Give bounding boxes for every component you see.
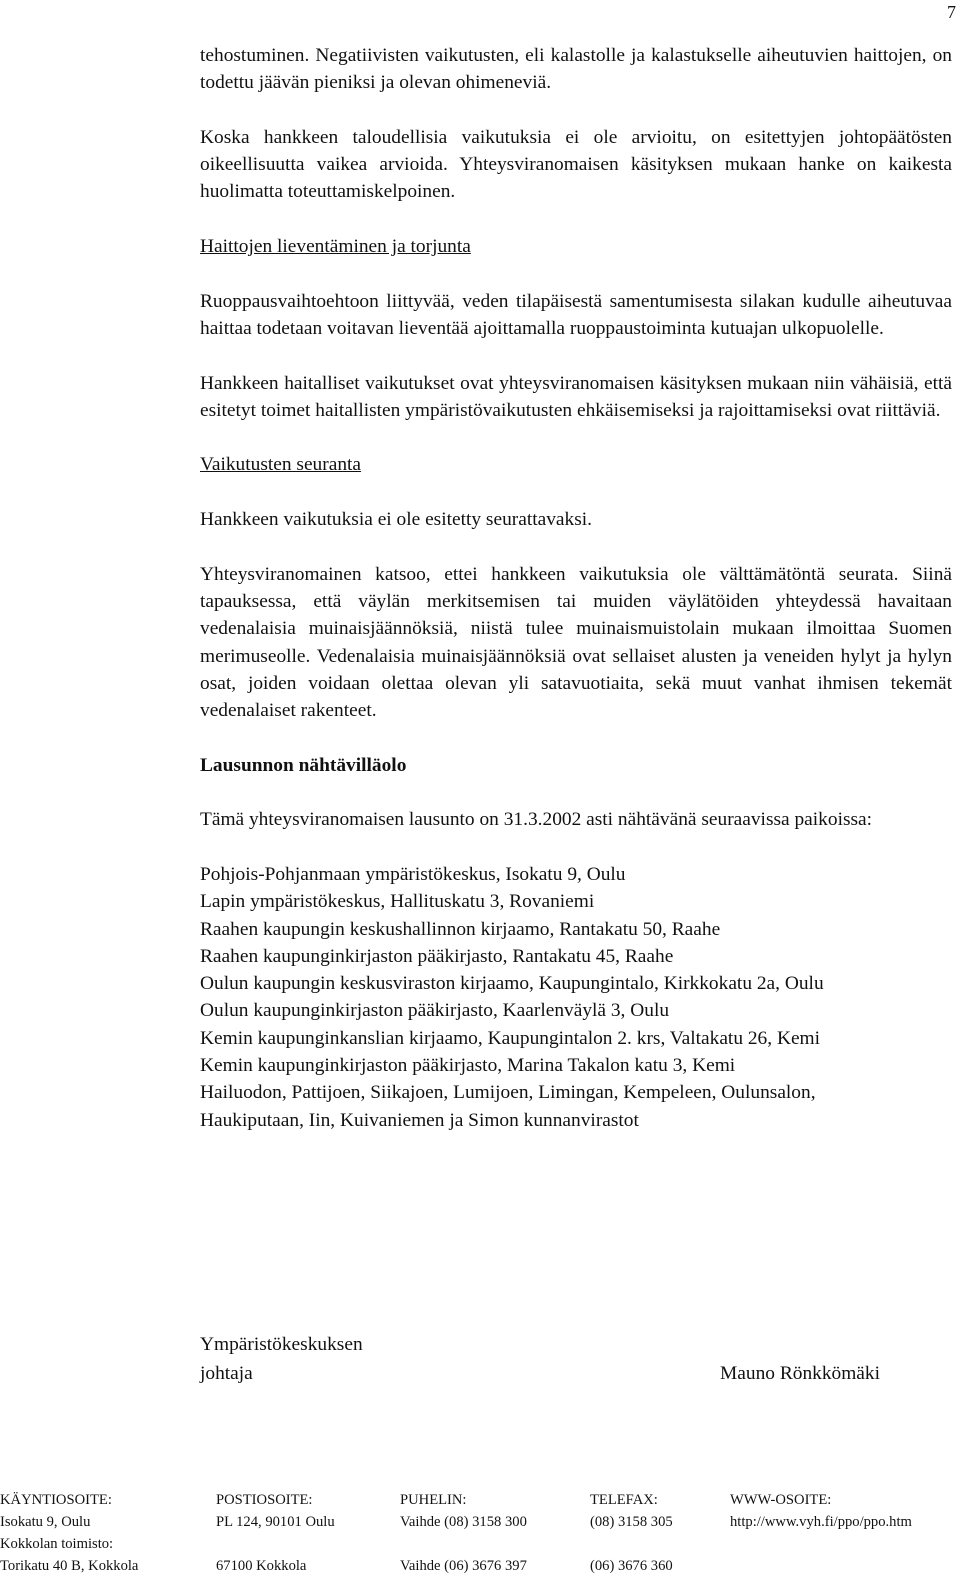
footer-label-fax: TELEFAX:	[590, 1492, 658, 1508]
signature-block	[200, 1330, 880, 1388]
location-item: Kemin kaupunginkirjaston pääkirjasto, Marina Takalon katu 3, Kemi	[200, 1054, 736, 1076]
footer-kokkola-heading-row	[0, 1533, 960, 1555]
signature-name: Mauno Rönkkömäki	[720, 1363, 880, 1384]
footer-kokkola-phone: Vaihde (06) 3676 397	[400, 1558, 527, 1574]
footer-kokkola-visit-address: Torikatu 40 B, Kokkola	[0, 1558, 139, 1574]
location-item: Lapin ympäristökeskus, Hallituskatu 3, Rovaniemi	[200, 891, 595, 913]
paragraph-no-monitoring: Hankkeen vaikutuksia ei ole esitetty seurattavaksi.	[200, 509, 592, 531]
location-item: Hailuodon, Pattijoen, Siikajoen, Lumijoen, Limingan, Kempeleen, Oulunsalon,	[200, 1082, 816, 1104]
signature-title-line1: Ympäristökeskuksen	[200, 1334, 363, 1355]
locations-list	[200, 861, 952, 1134]
footer-fax: (08) 3158 305	[590, 1514, 673, 1530]
location-item: Raahen kaupunginkirjaston pääkirjasto, Rantakatu 45, Raahe	[200, 945, 674, 967]
footer-kokkola-postal-address: 67100 Kokkola	[216, 1558, 307, 1574]
page-number: 7	[947, 2, 956, 22]
footer-kokkola-office-label: Kokkolan toimisto:	[0, 1536, 114, 1552]
footer-header-row	[0, 1489, 960, 1511]
footer-label-www: WWW-OSOITE:	[730, 1492, 832, 1508]
paragraph-availability: Tämä yhteysviranomaisen lausunto on 31.3.2002 asti nähtävänä seuraavissa paikoissa:	[200, 809, 873, 831]
footer-label-visit-address: KÄYNTIOSOITE:	[0, 1492, 112, 1508]
location-item: Raahen kaupungin keskushallinnon kirjaamo, Rantakatu 50, Raahe	[200, 918, 721, 940]
signature-title-line2: johtaja	[200, 1363, 253, 1384]
location-item: Haukiputaan, Iin, Kuivaniemen ja Simon kunnanvirastot	[200, 1109, 639, 1131]
footer-kokkola-fax: (06) 3676 360	[590, 1558, 673, 1574]
footer-website-link[interactable]: http://www.vyh.fi/ppo/ppo.htm	[730, 1514, 912, 1530]
paragraph-antiquities: Yhteysviranomainen katsoo, ettei hankkeen vaikutuksia ole välttämätöntä seurata. Siinä tapauksessa, että väylän merkitsemisen tai muiden väylätöiden yhteydessä havaitaan vedenalaisia muinaisjäännöksiä, niistä tulee muinaismuistolain mukaan ilmoittaa Suomen merimuseolle. Vedenalaisia muinaisjäännöksiä ovat sellaiset alusten ja veneiden hylyt ja hylyn osat, joiden voidaan olettaa olevan yli satavuotiaita, sekä muut vanhat ihmisen tekemät vedenalaiset rakenteet.	[200, 563, 952, 722]
footer-oulu-row	[0, 1511, 960, 1533]
footer-kokkola-row	[0, 1555, 960, 1577]
paragraph-dredging: Ruoppausvaihtoehtoon liittyvää, veden tilapäisestä samentumisesta silakan kudulle aiheutuvaa haittaa todetaan voitavan lieventää ajoittamalla ruoppaustoiminta kutuajan ulkopuolelle.	[200, 290, 952, 339]
footer-contact-info	[0, 1489, 960, 1577]
location-item: Oulun kaupunginkirjaston pääkirjasto, Kaarlenväylä 3, Oulu	[200, 1000, 670, 1022]
footer-postal-address: PL 124, 90101 Oulu	[216, 1514, 335, 1530]
footer-visit-address: Isokatu 9, Oulu	[0, 1514, 91, 1530]
footer-label-phone: PUHELIN:	[400, 1492, 467, 1508]
paragraph-harmful-effects: Hankkeen haitalliset vaikutukset ovat yhteysviranomaisen käsityksen mukaan niin vähäisiä, että esitetyt toimet haitallisten ympäristövaikutusten ehkäisemiseksi ja rajoittamiseksi ovat riittäviä.	[200, 372, 952, 421]
heading-mitigation: Haittojen lieventäminen ja torjunta	[200, 236, 471, 258]
footer-phone: Vaihde (08) 3158 300	[400, 1514, 527, 1530]
paragraph-consequences: tehostuminen. Negatiivisten vaikutusten, eli kalastolle ja kalastukselle aiheutuvien haittojen, on todettu jäävän pieniksi ja olevan ohimeneviä.	[200, 45, 952, 94]
location-item: Pohjois-Pohjanmaan ympäristökeskus, Isokatu 9, Oulu	[200, 863, 626, 885]
location-item: Kemin kaupunginkanslian kirjaamo, Kaupungintalon 2. krs, Valtakatu 26, Kemi	[200, 1027, 821, 1049]
document-body	[200, 42, 952, 1134]
paragraph-economic-effects: Koska hankkeen taloudellisia vaikutuksia ei ole arvioitu, on esitettyjen johtopäätösten oikeellisuutta vaikea arvioida. Yhteysviranomaisen käsityksen mukaan hanke on kaikesta huolimatta toteuttamiskelpoinen.	[200, 126, 952, 203]
heading-availability: Lausunnon nähtävilläolo	[200, 754, 407, 776]
location-item: Oulun kaupungin keskusviraston kirjaamo, Kaupungintalo, Kirkkokatu 2a, Oulu	[200, 973, 824, 995]
heading-monitoring: Vaikutusten seuranta	[200, 454, 362, 476]
footer-label-postal-address: POSTIOSOITE:	[216, 1492, 313, 1508]
